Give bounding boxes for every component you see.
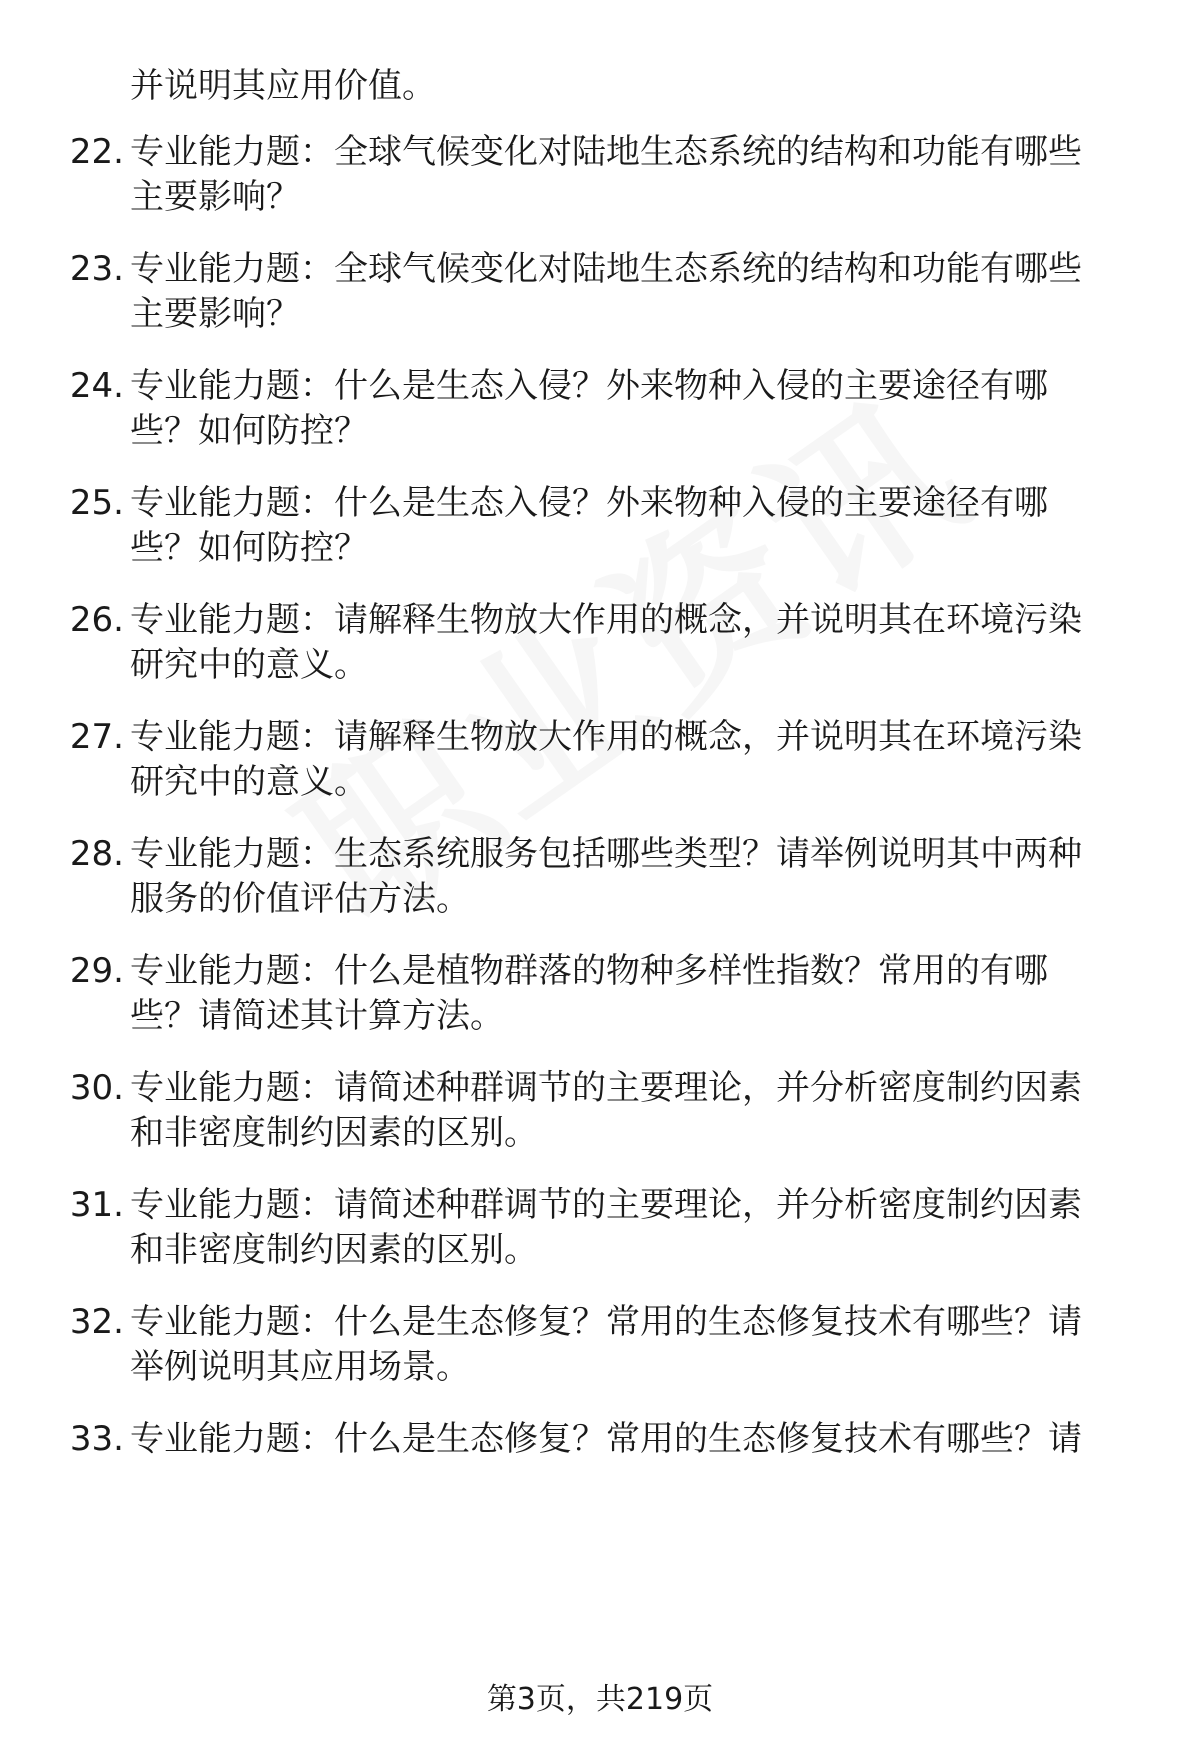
question-number: 26. <box>69 600 124 640</box>
question-number: 24. <box>69 366 124 406</box>
question-text-line2: 些？请简述其计算方法。 <box>130 996 504 1036</box>
question-number: 33. <box>69 1419 124 1459</box>
question-text-line1: 专业能力题：请简述种群调节的主要理论，并分析密度制约因素 <box>130 1068 1082 1108</box>
question-number: 25. <box>69 483 124 523</box>
question-text-line1: 专业能力题：生态系统服务包括哪些类型？请举例说明其中两种 <box>130 834 1082 874</box>
question-number: 27. <box>69 717 124 757</box>
question-text-line1: 专业能力题：什么是生态入侵？外来物种入侵的主要途径有哪 <box>130 483 1048 523</box>
question-text-line2: 主要影响？ <box>130 177 300 217</box>
question-text-line2: 研究中的意义。 <box>130 645 368 685</box>
question-text-line2: 研究中的意义。 <box>130 762 368 802</box>
question-number: 32. <box>69 1302 124 1342</box>
page-footer: 第3页，共219页 <box>486 1682 714 1717</box>
question-number: 31. <box>69 1185 124 1225</box>
question-text-line1: 专业能力题：全球气候变化对陆地生态系统的结构和功能有哪些 <box>130 249 1082 289</box>
question-text-line1: 专业能力题：请简述种群调节的主要理论，并分析密度制约因素 <box>130 1185 1082 1225</box>
question-text-line1: 专业能力题：什么是生态修复？常用的生态修复技术有哪些？请 <box>130 1419 1082 1459</box>
question-text-line1: 专业能力题：什么是植物群落的物种多样性指数？常用的有哪 <box>130 951 1048 991</box>
question-text-line2: 服务的价值评估方法。 <box>130 879 470 919</box>
question-number: 28. <box>69 834 124 874</box>
question-number: 22. <box>69 132 124 172</box>
question-text-line1: 专业能力题：什么是生态修复？常用的生态修复技术有哪些？请 <box>130 1302 1082 1342</box>
question-text-line1: 专业能力题：请解释生物放大作用的概念，并说明其在环境污染 <box>130 600 1082 640</box>
question-text-line2: 和非密度制约因素的区别。 <box>130 1230 538 1270</box>
question-text-line1: 专业能力题：全球气候变化对陆地生态系统的结构和功能有哪些 <box>130 132 1082 172</box>
question-number: 23. <box>69 249 124 289</box>
question-number: 29. <box>69 951 124 991</box>
question-text-line1: 专业能力题：什么是生态入侵？外来物种入侵的主要途径有哪 <box>130 366 1048 406</box>
question-text-line2: 举例说明其应用场景。 <box>130 1347 470 1387</box>
question-text-line1: 专业能力题：请解释生物放大作用的概念，并说明其在环境污染 <box>130 717 1082 757</box>
question-text-line2: 和非密度制约因素的区别。 <box>130 1113 538 1153</box>
question-text-line2: 主要影响？ <box>130 294 300 334</box>
question-text-line2: 些？如何防控？ <box>130 528 368 568</box>
continuation-text: 并说明其应用价值。 <box>130 66 436 106</box>
question-number: 30. <box>69 1068 124 1108</box>
question-text-line2: 些？如何防控？ <box>130 411 368 451</box>
